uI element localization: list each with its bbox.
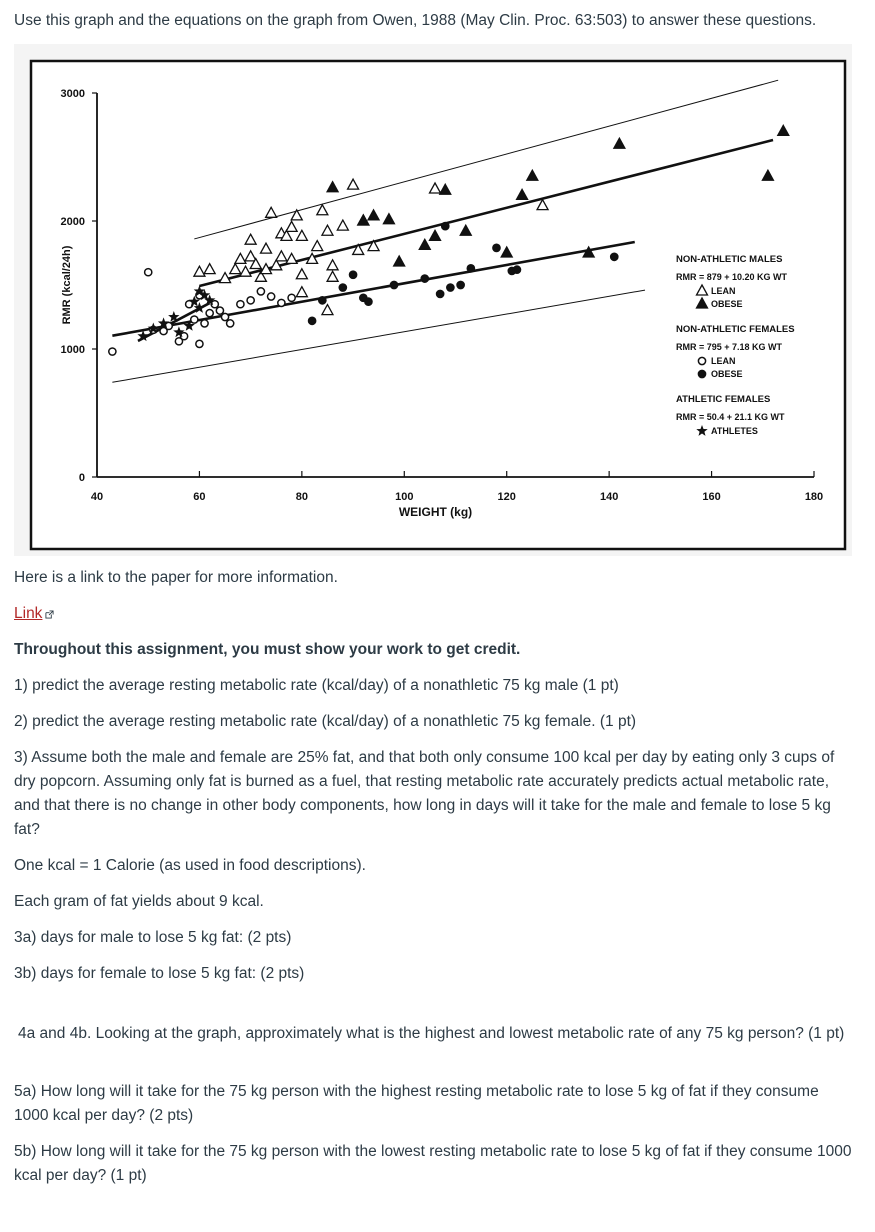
data-point-open-circle xyxy=(247,297,254,304)
data-point-filled-circle xyxy=(349,271,356,278)
x-tick-label: 100 xyxy=(395,491,414,503)
legend-group-title: NON-ATHLETIC MALES xyxy=(676,254,783,265)
legend-equation: RMR = 879 + 10.20 KG WT xyxy=(676,272,788,282)
data-point-open-circle xyxy=(221,313,228,320)
data-point-open-circle xyxy=(191,316,198,323)
data-point-open-circle xyxy=(145,269,152,276)
x-tick-label: 40 xyxy=(90,491,104,503)
kcal-note: One kcal = 1 Calorie (as used in food descriptions). xyxy=(14,857,366,874)
data-point-open-circle xyxy=(227,320,234,327)
question-4: 4a and 4b. Looking at the graph, approximately what is the highest and lowest metabolic rate of any 75 kg person? (1 pt) xyxy=(18,1025,845,1042)
data-point-filled-circle xyxy=(309,317,316,324)
legend-item-label: OBESE xyxy=(711,369,743,379)
data-point-open-circle xyxy=(288,294,295,301)
data-point-open-circle xyxy=(109,348,116,355)
data-point-filled-circle xyxy=(447,284,454,291)
data-point-filled-circle xyxy=(390,281,397,288)
data-point-open-circle xyxy=(268,293,275,300)
x-tick-label: 60 xyxy=(193,491,206,503)
link-intro: Here is a link to the paper for more information. xyxy=(14,569,338,586)
data-point-filled-circle xyxy=(339,284,346,291)
data-point-open-circle xyxy=(201,320,208,327)
legend-equation: RMR = 795 + 7.18 KG WT xyxy=(676,342,783,352)
question-3: 3) Assume both the male and female are 25% fat, and that both only consume 100 kcal per day by eating only 3 cups of dry popcorn. Assuming only fat is burned as a fuel, that resting metabolic rate accurately predicts actual metabolic rate, and that there is no change in other body components, how long in days will it take for the male and female to lose 5 kg fat? xyxy=(14,749,835,838)
x-tick-label: 140 xyxy=(599,491,619,503)
question-3b: 3b) days for female to lose 5 kg fat: (2 pts) xyxy=(14,965,305,982)
data-point-filled-circle xyxy=(611,253,618,260)
data-point-filled-circle xyxy=(319,297,326,304)
question-3a: 3a) days for male to lose 5 kg fat: (2 pts) xyxy=(14,929,292,946)
question-5b: 5b) How long will it take for the 75 kg person with the lowest resting metabolic rate to lose 5 kg of fat if they consume 1000 kcal per day? (1 pt) xyxy=(14,1143,852,1184)
data-point-open-circle xyxy=(206,310,213,317)
rmr-weight-chart xyxy=(14,44,852,556)
legend-symbol-open-circle xyxy=(698,357,705,364)
y-axis-label: RMR (kcal/24h) xyxy=(61,245,73,325)
legend-item-label: LEAN xyxy=(711,286,736,296)
y-tick-label: 1000 xyxy=(60,344,85,356)
assignment-body xyxy=(14,566,854,1200)
legend-item-label: OBESE xyxy=(711,299,743,309)
data-point-open-circle xyxy=(216,307,223,314)
legend-equation: RMR = 50.4 + 21.1 KG WT xyxy=(676,412,785,422)
owen-figure xyxy=(14,44,852,556)
data-point-filled-circle xyxy=(365,298,372,305)
x-axis-label: WEIGHT (kg) xyxy=(398,505,473,519)
question-1: 1) predict the average resting metabolic rate (kcal/day) of a nonathletic 75 kg male (1 pt) xyxy=(14,677,619,694)
legend-symbol-filled-circle xyxy=(698,370,705,377)
legend-group-title: NON-ATHLETIC FEMALES xyxy=(676,324,795,335)
data-point-filled-circle xyxy=(457,281,464,288)
question-5a: 5a) How long will it take for the 75 kg person with the highest resting metabolic rate to lose 5 kg of fat if they consume 1000 kcal per day? (2 pts) xyxy=(14,1083,819,1124)
work-note: Throughout this assignment, you must show your work to get credit. xyxy=(14,641,521,658)
data-point-filled-circle xyxy=(513,266,520,273)
data-point-open-circle xyxy=(196,340,203,347)
data-point-open-circle xyxy=(237,301,244,308)
fat-note: Each gram of fat yields about 9 kcal. xyxy=(14,893,264,910)
intro-text: Use this graph and the equations on the graph from Owen, 1988 (May Clin. Proc. 63:503) to answer these questions. xyxy=(14,12,817,29)
y-tick-label: 2000 xyxy=(60,216,85,228)
x-tick-label: 180 xyxy=(804,491,824,503)
paper-link[interactable] xyxy=(14,605,54,622)
question-2: 2) predict the average resting metabolic rate (kcal/day) of a nonathletic 75 kg female. (1 pt) xyxy=(14,713,637,730)
y-tick-label: 0 xyxy=(78,472,85,484)
x-tick-label: 80 xyxy=(295,491,308,503)
data-point-open-circle xyxy=(257,288,264,295)
x-tick-label: 120 xyxy=(497,491,516,503)
legend-group-title: ATHLETIC FEMALES xyxy=(676,394,771,405)
data-point-filled-circle xyxy=(493,244,500,251)
legend-item-label: LEAN xyxy=(711,356,736,366)
external-link-icon xyxy=(45,610,54,619)
data-point-filled-circle xyxy=(421,275,428,282)
y-tick-label: 3000 xyxy=(60,88,85,100)
paper-link-label[interactable]: Link xyxy=(14,605,43,622)
legend-item-label: ATHLETES xyxy=(711,426,758,436)
data-point-filled-circle xyxy=(467,265,474,272)
x-tick-label: 160 xyxy=(702,491,721,503)
data-point-filled-circle xyxy=(442,223,449,230)
data-point-filled-circle xyxy=(437,290,444,297)
data-point-open-circle xyxy=(278,299,285,306)
